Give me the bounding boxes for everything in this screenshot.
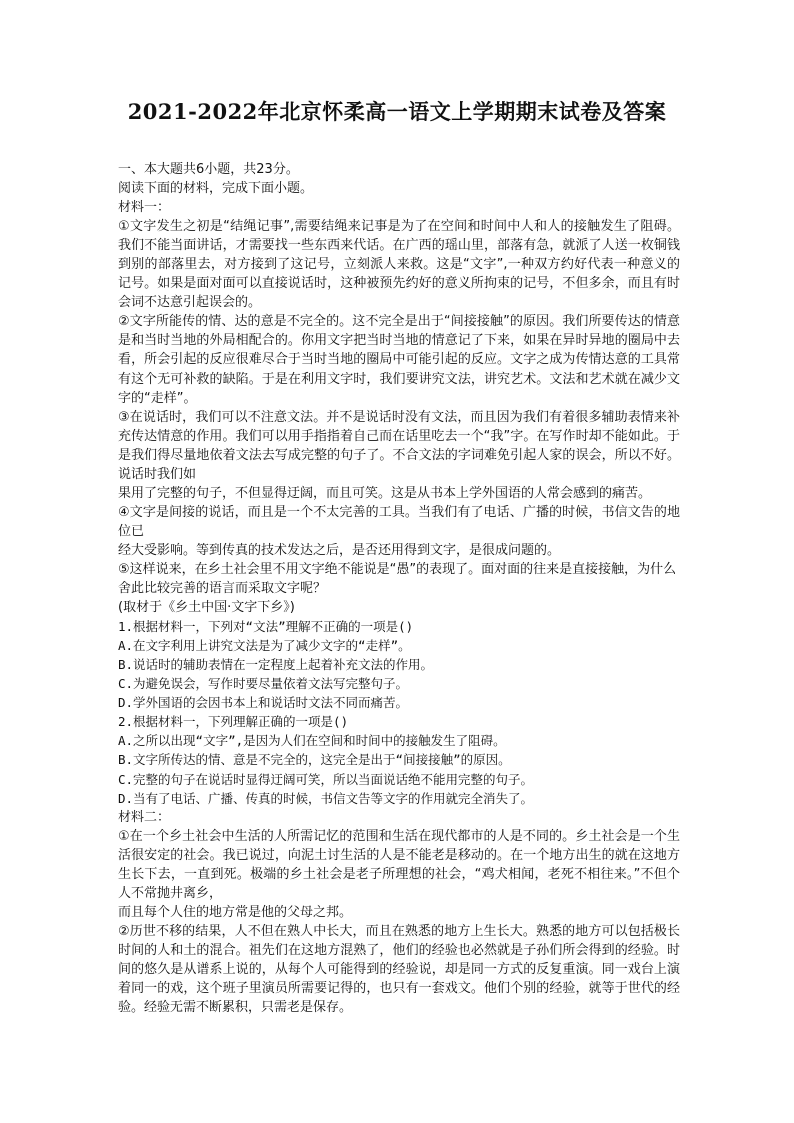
material-two-paragraph-2: ②历世不移的结果，人不但在熟人中长大，而且在熟悉的地方上生长大。熟悉的地方可以包括极长时间的人和土的混合。祖先们在这地方混熟了，他们的经验也必然就是子孙们所会得到的经验。时间的悠久是从谱系上说的，从每个人可能得到的经验说，却是同一方式的反复重演。同一戏台上演着同一的戏，这个班子里演员所需要记得的，也只有一套戏文。他们个别的经验，就等于世代的经验。经验无需不断累积，只需老是保存。: [118, 923, 680, 1016]
question-2-option-d: D.当有了电话、广播、传真的时候，书信文告等文字的作用就完全消失了。: [118, 790, 534, 806]
paragraph-1: ①文字发生之初是“结绳记事”,需要结绳来记事是为了在空间和时间中人和人的接触发生了阻碍。我们不能当面讲话，才需要找一些东西来代话。在广西的瑶山里，部落有急，就派了人送一枚铜钱到别的部落里去，对方接到了这记号，立刻派人来救。这是“文字”,一种双方约好代表一种意义的记号。如果是面对面可以直接说话时，这种被预先约好的意义所拘束的记号，不但多余，而且有时会词不达意引起误会的。: [118, 219, 680, 311]
paragraph-4-continued: 经大受影响。等到传真的技术发达之后，是否还用得到文字，是很成问题的。: [118, 542, 561, 558]
question-2-option-a: A.之所以出现“文字”,是因为人们在空间和时间中的接触发生了阻碍。: [118, 733, 506, 749]
question-1-option-c: C.为避免误会，写作时要尽量依着文法写完整句子。: [118, 676, 409, 692]
material-one-heading: 材料一：: [118, 200, 171, 216]
question-1-option-a: A.在文字利用上讲究文法是为了减少文字的“走样”。: [118, 638, 411, 654]
material-two-heading: 材料二：: [118, 809, 171, 825]
question-2-option-c: C.完整的句子在说话时显得迂阔可笑，所以当面说话绝不能用完整的句子。: [118, 771, 534, 787]
question-1: 1.根据材料一，下列对“文法”理解不正确的一项是(): [118, 619, 414, 635]
paragraph-5: ⑤这样说来，在乡土社会里不用文字绝不能说是“愚”的表现了。面对面的往来是直接接触，为什么: [118, 561, 677, 577]
source-citation: (取材于《乡土中国·文字下乡》): [118, 600, 295, 616]
material-two-paragraph-1-continued: 而且每个人住的地方常是他的父母之邦。: [118, 904, 353, 920]
paragraph-2: ②文字所能传的情、达的意是不完全的。这不完全是出于“间接接触”的原因。我们所要传达的情意是和当时当地的外局相配合的。你用文字把当时当地的情意记了下来，如果在异时异地的圈局中去看，所会引起的反应很难尽合于当时当地的圈局中可能引起的反应。文字之成为传情达意的工具常有这个无可补救的缺陷。于是在利用文字时，我们要讲究文法，讲究艺术。文法和艺术就在减少文字的“走样”。: [118, 314, 680, 406]
section-heading: 一、本大题共6小题，共23分。: [118, 162, 299, 177]
document-title: 2021-2022年北京怀柔高一语文上学期期末试卷及答案: [127, 99, 667, 124]
question-1-option-d: D.学外国语的会因书本上和说话时文法不同而痛苦。: [118, 695, 409, 711]
paragraph-4: ④文字是间接的说话，而且是一个不太完善的工具。当我们有了电话、广播的时候，书信文告的地位已: [118, 504, 680, 539]
paragraph-5-continued: 舍此比较完善的语言而采取文字呢？: [118, 581, 327, 597]
document-body: [118, 160, 680, 1017]
question-2: 2.根据材料一，下列理解正确的一项是(): [118, 714, 349, 730]
question-1-option-b: B.说话时的辅助表情在一定程度上起着补充文法的作用。: [118, 657, 434, 673]
material-two-paragraph-1: ①在一个乡土社会中生活的人所需记忆的范围和生活在现代都市的人是不同的。乡土社会是一个生活很安定的社会。我已说过，向泥土讨生活的人是不能老是移动的。在一个地方出生的就在这地方生长下去，一直到死。极端的乡土社会是老子所理想的社会，“鸡犬相闻，老死不相往来。”不但个人不常抛井离乡，: [118, 828, 680, 901]
paragraph-3: ③在说话时，我们可以不注意文法。并不是说话时没有文法，而且因为我们有着很多辅助表情来补充传达情意的作用。我们可以用手指指着自己而在话里吃去一个“我”字。在写作时却不能如此。于是我们得尽量地依着文法去写成完整的句子了。不合文法的字词难免引起人家的误会，所以不好。说话时我们如: [118, 409, 680, 482]
question-2-option-b: B.文字所传达的情、意是不完全的，这完全是出于“间接接触”的原因。: [118, 752, 511, 768]
instruction-text: 阅读下面的材料，完成下面小题。: [118, 181, 314, 197]
paragraph-3-continued: 果用了完整的句子，不但显得迂阔，而且可笑。这是从书本上学外国语的人常会感到的痛苦。: [118, 485, 652, 501]
